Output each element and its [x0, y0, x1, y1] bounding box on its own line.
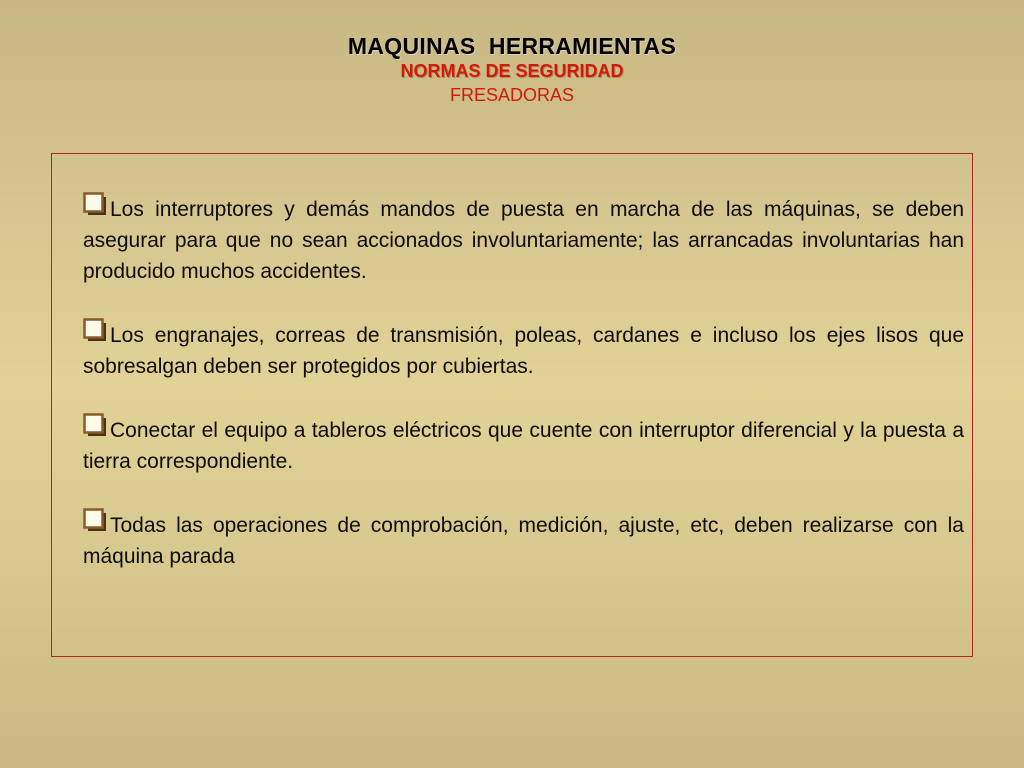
- list-item: [83, 318, 964, 382]
- list-item: [83, 192, 964, 287]
- bullet-text: Todas las operaciones de comprobación, medición, ajuste, etc, deben realizarse con la máquina parada: [83, 514, 964, 568]
- safety-rules-list: [83, 192, 964, 603]
- checkbox-square-icon: [83, 318, 108, 343]
- checkbox-square-icon: [83, 192, 108, 217]
- bullet-text: Los interruptores y demás mandos de puesta en marcha de las máquinas, se deben asegurar para que no sean accionados involuntariamente; las arrancadas involuntarias han producido muchos accidentes.: [83, 198, 964, 283]
- bullet-text: Conectar el equipo a tableros eléctricos que cuente con interruptor diferencial y la puesta a tierra correspondiente.: [83, 419, 964, 473]
- slide-header: [0, 32, 1024, 108]
- slide-section-label: FRESADORAS: [449, 85, 575, 105]
- slide-title: MAQUINAS HERRAMIENTAS: [347, 33, 677, 59]
- checkbox-square-icon: [83, 413, 108, 438]
- list-item: [83, 508, 964, 572]
- checkbox-square-icon: [83, 508, 108, 533]
- content-box: [51, 153, 973, 657]
- slide-subtitle: NORMAS DE SEGURIDAD: [400, 61, 624, 81]
- list-item: [83, 413, 964, 477]
- bullet-text: Los engranajes, correas de transmisión, poleas, cardanes e incluso los ejes lisos que sobresalgan deben ser protegidos por cubiertas.: [83, 324, 964, 378]
